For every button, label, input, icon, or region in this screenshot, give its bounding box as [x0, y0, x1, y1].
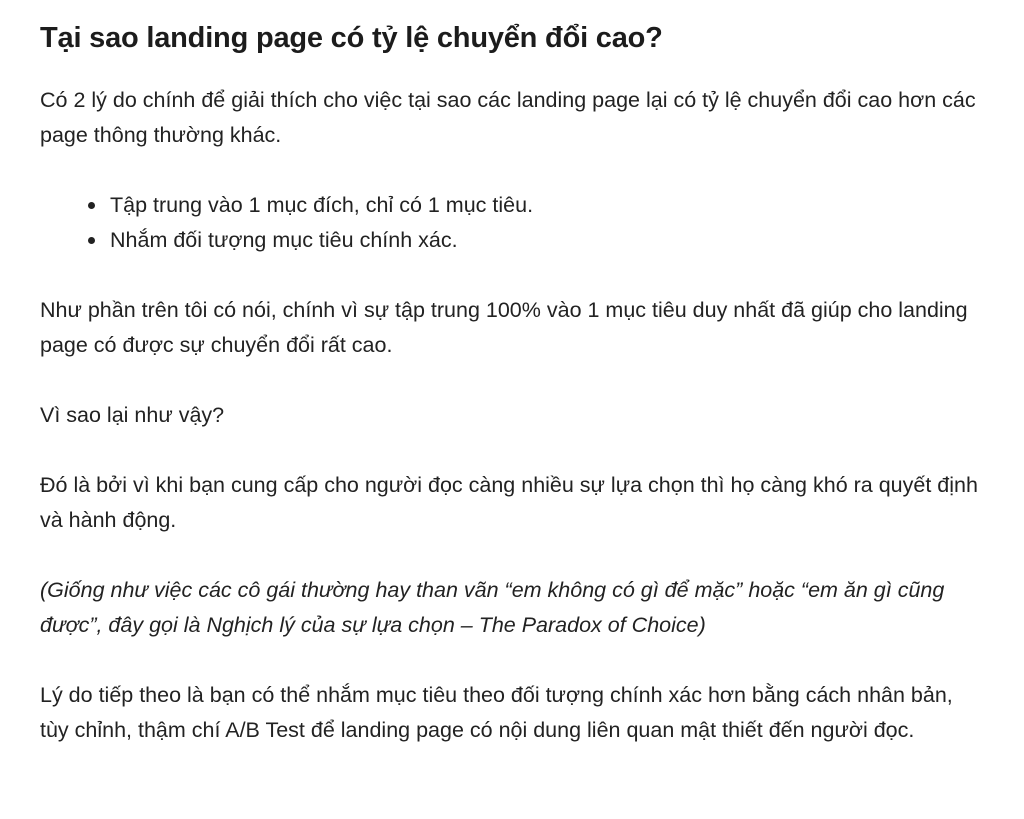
bullet-icon: [88, 202, 95, 209]
choice-paragraph: Đó là bởi vì khi bạn cung cấp cho người đọc càng nhiều sự lựa chọn thì họ càng khó ra quyết định và hành động.: [40, 473, 978, 532]
list-item: [88, 223, 984, 258]
targeting-paragraph: Lý do tiếp theo là bạn có thể nhắm mục tiêu theo đối tượng chính xác hơn bằng cách nhân bản, tùy chỉnh, thậm chí A/B Test để landing page có nội dung liên quan mật thiết đến người đọc.: [40, 683, 953, 742]
article-title: Tại sao landing page có tỷ lệ chuyển đổi cao?: [40, 22, 663, 54]
question-paragraph: Vì sao lại như vậy?: [40, 403, 225, 427]
focus-paragraph: Như phần trên tôi có nói, chính vì sự tập trung 100% vào 1 mục tiêu duy nhất đã giúp cho landing page có được sự chuyển đổi rất cao.: [40, 298, 968, 357]
list-item: [88, 188, 984, 223]
reasons-list: [40, 188, 984, 258]
list-item-text: Nhắm đối tượng mục tiêu chính xác.: [110, 228, 458, 252]
paradox-paragraph: (Giống như việc các cô gái thường hay than vãn “em không có gì để mặc” hoặc “em ăn gì cũng được”, đây gọi là Nghịch lý của sự lựa chọn – The Paradox of Choice): [40, 578, 945, 637]
list-item-text: Tập trung vào 1 mục đích, chỉ có 1 mục tiêu.: [110, 193, 534, 217]
bullet-icon: [88, 237, 95, 244]
intro-paragraph: Có 2 lý do chính để giải thích cho việc tại sao các landing page lại có tỷ lệ chuyển đổi cao hơn các page thông thường khác.: [40, 88, 976, 147]
